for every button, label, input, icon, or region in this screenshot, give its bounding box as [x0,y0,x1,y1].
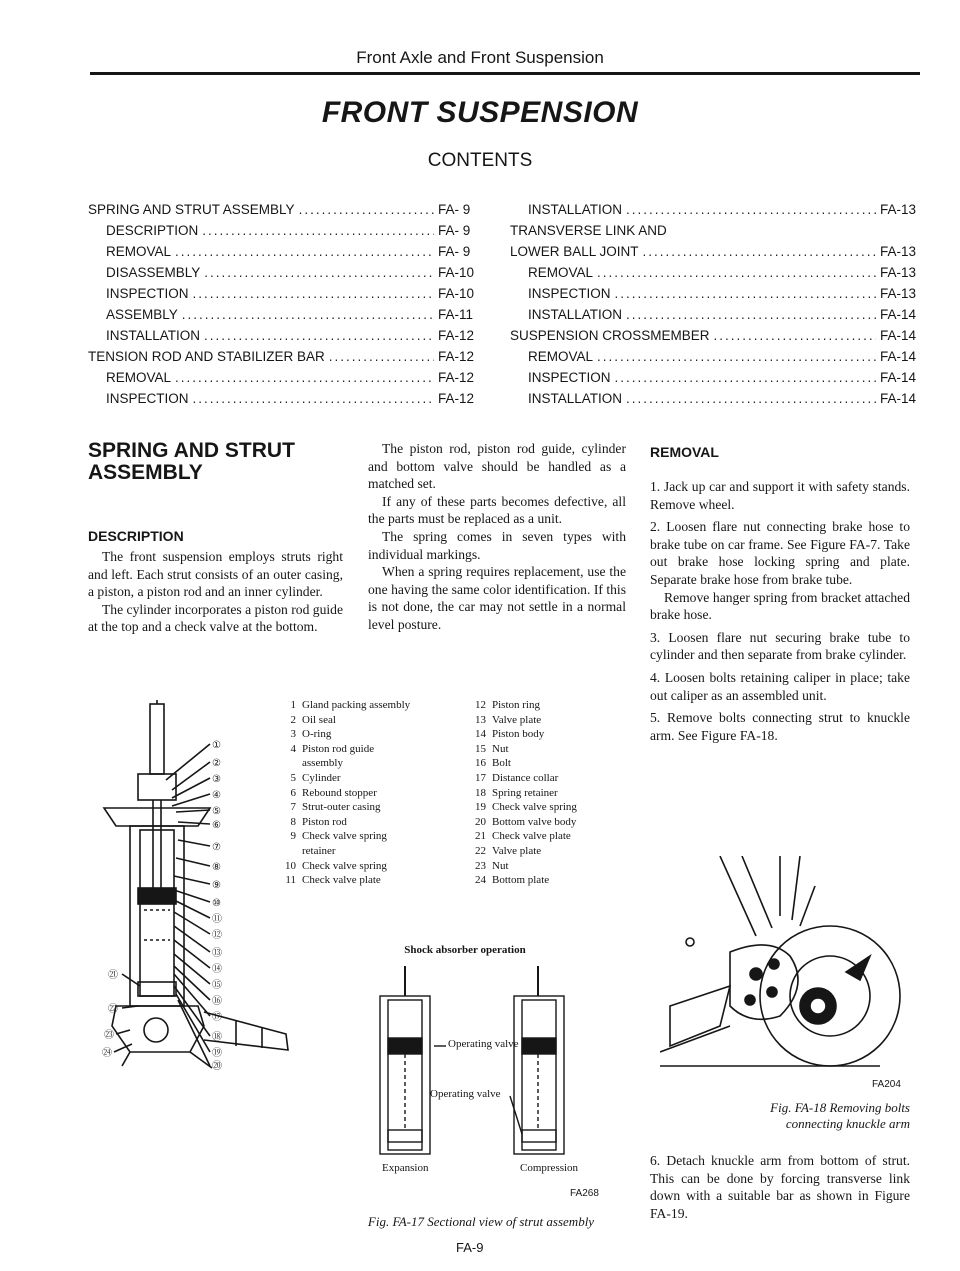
toc-entry-page: FA- 9 [438,223,471,238]
callout-3: ③ [212,774,221,785]
compression-label: Compression [520,1162,579,1174]
toc-entry [88,244,488,265]
legend-text: Valve plate [492,844,542,857]
legend-number: 11 [285,874,296,887]
toc-leader-dots [204,265,434,280]
removal-steps [650,478,910,749]
toc-entry-page: FA-13 [880,286,917,301]
toc-entry [88,349,488,370]
toc-entry-page: FA-12 [438,328,475,343]
toc-leader-dots [204,328,434,343]
knuckle-arm-drawing [660,856,920,1076]
toc-leader-dots [175,370,434,385]
toc-leader-dots [329,349,434,364]
description-paragraph-2: The cylinder incorporates a piston rod guide at the top and a check valve at the bottom. [88,601,343,635]
toc-entry-page: FA-13 [880,202,917,217]
toc-leader-dots [714,328,876,343]
toc-leader-dots [626,307,876,322]
callout-20: ⑳ [212,1061,222,1070]
legend-item [278,800,468,815]
toc-entry-label: DESCRIPTION [106,223,199,238]
middle-paragraph-3: The spring comes in seven types with individual markings. [368,528,626,562]
legend-text: Check valve spring [302,859,387,872]
legend-item [468,727,608,742]
toc-entry [88,223,488,244]
section-heading-line1: SPRING AND STRUT [88,439,295,462]
legend-item [278,873,468,888]
toc-entry-page: FA-14 [880,349,917,364]
step-6-text [650,1152,910,1227]
legend-item [278,771,468,786]
legend-item [468,742,608,757]
callout-11: ⑪ [212,914,222,925]
removal-step-2: 2. Loosen flare nut connecting brake hose to brake tube on car frame. See Figure FA-7. Take out brake hose locking spring and plate. Separate brake hose from brake tube. [650,519,910,587]
legend-item [278,815,468,830]
toc-entry [510,391,930,412]
legend-text: Nut [492,742,509,755]
figure-18-caption-line2: connecting knuckle arm [785,1116,910,1131]
callout-19: ⑲ [212,1048,222,1059]
toc-entry-page: FA-12 [438,391,475,406]
toc-entry [88,391,488,412]
legend-item [468,829,608,844]
callout-13: ⑬ [212,948,222,959]
legend-text: Piston rod guide [302,742,375,755]
legend-item [468,786,608,801]
toc-entry-label: LOWER BALL JOINT [510,244,639,259]
removal-step-1: 1. Jack up car and support it with safety stands. Remove wheel. [650,479,910,512]
legend-text: O-ring [302,728,332,741]
toc-entry [510,202,930,223]
toc-entry [510,286,930,307]
toc-entry-label: SUSPENSION CROSSMEMBER [510,328,710,343]
toc-entry-label: DISASSEMBLY [106,265,201,280]
legend-number: 2 [290,713,296,726]
legend-item [468,713,608,728]
legend-number: 9 [290,830,296,843]
parts-legend-col1 [278,698,468,888]
removal-heading: REMOVAL [650,444,719,460]
parts-legend-col2 [468,698,608,888]
legend-item [468,873,608,888]
description-heading: DESCRIPTION [88,528,184,544]
callout-2: ② [212,758,221,769]
toc-entry-page: FA- 9 [438,202,471,217]
toc-entry-label: INSTALLATION [528,307,623,322]
toc-entry-page: FA-14 [880,307,917,322]
section-heading [88,440,343,484]
legend-item [278,786,468,801]
callout-21: ㉑ [108,970,118,981]
callout-24: ㉔ [102,1048,112,1059]
callout-10: ⑩ [212,898,221,909]
toc-entry-page: FA-12 [438,370,475,385]
toc-entry [510,223,930,244]
toc-entry-label: INSTALLATION [528,202,623,217]
toc-entry-label: INSTALLATION [106,328,201,343]
legend-number: 15 [475,742,486,755]
legend-number: 3 [290,728,296,741]
toc-entry [510,370,930,391]
running-header: Front Axle and Front Suspension [356,48,604,67]
legend-number: 13 [475,713,486,726]
legend-text: Gland packing assembly [302,699,411,711]
legend-number: 14 [475,728,486,741]
description-text [88,548,343,636]
contents-heading: CONTENTS [427,150,533,171]
legend-number: 10 [285,859,296,872]
legend-text: Nut [492,859,509,872]
legend-text: Check valve plate [302,874,381,887]
toc-entry-page: FA-11 [438,307,474,322]
toc-leader-dots [597,349,876,364]
middle-paragraph-4: When a spring requires replacement, use the one having the same color identification. If this is not done, the car may not settle in a normal level posture. [368,564,626,632]
legend-text: Check valve plate [492,830,571,843]
legend-number: 20 [475,815,486,828]
legend-number: 16 [475,757,486,770]
callout-18: ⑱ [212,1032,222,1043]
legend-number: 19 [475,801,486,814]
toc-entry-label: REMOVAL [106,244,172,259]
figure-17-caption: Fig. FA-17 Sectional view of strut assembly [367,1214,595,1229]
legend-number: 4 [290,742,296,755]
callout-7: ⑦ [212,842,221,853]
toc-leader-dots [175,244,434,259]
figure-18-caption [700,1100,910,1132]
toc-entry-page: FA-10 [438,265,475,280]
legend-number: 17 [475,771,486,784]
toc-entry [88,286,488,307]
callout-17: ⑰ [212,1012,222,1023]
toc-entry [510,328,930,349]
description-paragraph-1: The front suspension employs struts right and left. Each strut consists of an outer casing, a piston, a piston rod and an inner cylinder. [88,549,343,600]
legend-text: retainer [302,844,336,857]
legend-text: assembly [302,757,343,770]
legend-number: 12 [475,699,486,711]
toc-entry-label: TENSION ROD AND STABILIZER BAR [88,349,325,364]
legend-text: Piston rod [302,815,347,828]
toc-entry [510,265,930,286]
toc-entry-label: ASSEMBLY [106,307,178,322]
callout-8: ⑧ [212,862,221,873]
toc-entry-label: REMOVAL [528,265,594,280]
operating-valve-label-2: Operating valve [430,1088,501,1100]
removal-step-4: 4. Loosen bolts retaining caliper in place; take out caliper as an assembled unit. [650,669,910,703]
toc-entry-label: REMOVAL [528,349,594,364]
figure-17-code: FA268 [570,1188,599,1199]
toc-entry-label: INSPECTION [528,286,611,301]
callout-15: ⑮ [212,980,222,991]
toc-leader-dots [182,307,434,322]
toc-entry-page: FA-13 [880,265,917,280]
toc-entry [88,328,488,349]
legend-number: 5 [290,771,296,784]
header-rule [90,72,920,75]
toc-entry-label: INSPECTION [528,370,611,385]
callout-1: ① [212,740,221,751]
toc-entry [88,370,488,391]
callout-12: ⑫ [212,930,222,941]
legend-item [468,844,608,859]
middle-paragraph-2: If any of these parts becomes defective, all the parts must be replaced as a unit. [368,493,626,527]
toc-leader-dots [299,202,434,217]
toc-leader-dots [597,265,876,280]
toc-leader-dots [615,286,876,301]
toc-entry [510,307,930,328]
legend-text: Bottom plate [492,874,550,887]
legend-text: Distance collar [492,771,559,784]
operating-valve-label-1: Operating valve [448,1038,519,1050]
toc-entry [88,307,488,328]
legend-number: 22 [475,844,486,857]
legend-item [278,742,468,757]
legend-number: 23 [475,859,486,872]
expansion-label: Expansion [382,1162,429,1174]
figure-18-code: FA204 [872,1079,901,1090]
toc-entry-page: FA-14 [880,391,917,406]
toc-entry-page: FA- 9 [438,244,471,259]
legend-text: Strut-outer casing [302,801,381,814]
toc-leader-dots [193,286,434,301]
legend-item [278,698,468,713]
toc-entry-page: FA-10 [438,286,475,301]
toc-entry-label: INSTALLATION [528,391,623,406]
page-title: FRONT SUSPENSION [321,96,639,129]
legend-text: Rebound stopper [302,786,377,799]
toc-entry-page: FA-14 [880,370,917,385]
removal-step-3: 3. Loosen flare nut securing brake tube to cylinder and then separate from brake cylinder. [650,629,910,663]
toc-entry [88,202,488,223]
toc-entry-label: TRANSVERSE LINK AND [510,223,667,238]
toc-entry-label: INSPECTION [106,286,189,301]
legend-text: Check valve spring [492,801,577,814]
callout-6: ⑥ [212,820,221,831]
callout-16: ⑯ [212,996,222,1007]
legend-number: 21 [475,830,486,843]
legend-text: Bolt [492,757,511,770]
callout-23: ㉓ [104,1030,114,1041]
callout-22: ㉒ [108,1004,118,1015]
legend-item [278,713,468,728]
figure-18-caption-line1: Fig. FA-18 Removing bolts [770,1100,910,1115]
callout-14: ⑭ [212,964,222,975]
toc-leader-dots [615,370,876,385]
toc-entry-page: FA-14 [880,328,917,343]
legend-number: 7 [290,801,296,814]
toc-leader-dots [202,223,434,238]
toc-entry-page: FA-13 [880,244,917,259]
toc-entry [510,244,930,265]
section-heading-line2: ASSEMBLY [88,461,203,484]
legend-item [278,859,468,874]
legend-item [468,698,608,713]
legend-text: Piston ring [492,699,540,711]
shock-absorber-title: Shock absorber operation [404,944,526,956]
legend-item [278,727,468,742]
toc-leader-dots [626,391,876,406]
toc-entry-label: SPRING AND STRUT ASSEMBLY [88,202,295,217]
toc-entry [510,349,930,370]
legend-number [278,756,302,771]
toc-leader-dots [626,202,876,217]
legend-item [278,829,468,844]
legend-item [468,771,608,786]
removal-step-6: 6. Detach knuckle arm from bottom of strut. This can be done by forcing transverse link down with a suitable bar as shown in Figure FA-19. [650,1153,910,1221]
legend-number: 1 [290,699,296,711]
toc-entry-label: INSPECTION [106,391,189,406]
legend-number [278,844,302,859]
legend-item [468,756,608,771]
legend-item [278,756,468,771]
legend-item [468,815,608,830]
legend-text: Spring retainer [492,786,558,799]
callout-4: ④ [212,790,221,801]
toc-entry-page: FA-12 [438,349,475,364]
toc-leader-dots [643,244,876,259]
legend-number: 6 [290,786,296,799]
toc-leader-dots [193,391,434,406]
strut-sectional-drawing [86,700,301,1070]
callout-9: ⑨ [212,880,221,891]
legend-text: Valve plate [492,713,542,726]
legend-text: Cylinder [302,771,341,784]
page-number: FA-9 [456,1240,484,1255]
legend-number: 18 [475,786,486,799]
legend-item [468,800,608,815]
legend-text: Bottom valve body [492,815,577,828]
middle-paragraph-1: The piston rod, piston rod guide, cylinder and bottom valve should be handled as a matched set. [368,441,626,492]
removal-sub-paragraph: Remove hanger spring from bracket attached brake hose. [650,589,910,623]
legend-text: Oil seal [302,713,336,726]
toc-entry [88,265,488,286]
legend-item [278,844,468,859]
middle-text [368,440,626,634]
removal-step-5: 5. Remove bolts connecting strut to knuckle arm. See Figure FA-18. [650,710,910,743]
toc-right-column [510,202,930,412]
legend-text: Check valve spring [302,830,387,843]
callout-5: ⑤ [212,806,221,817]
shock-absorber-diagram [350,966,600,1162]
toc-left-column [88,202,488,412]
legend-item [468,859,608,874]
legend-number: 8 [290,815,296,828]
legend-number: 24 [475,874,486,887]
legend-text: Piston body [492,728,545,741]
toc-entry-label: REMOVAL [106,370,172,385]
